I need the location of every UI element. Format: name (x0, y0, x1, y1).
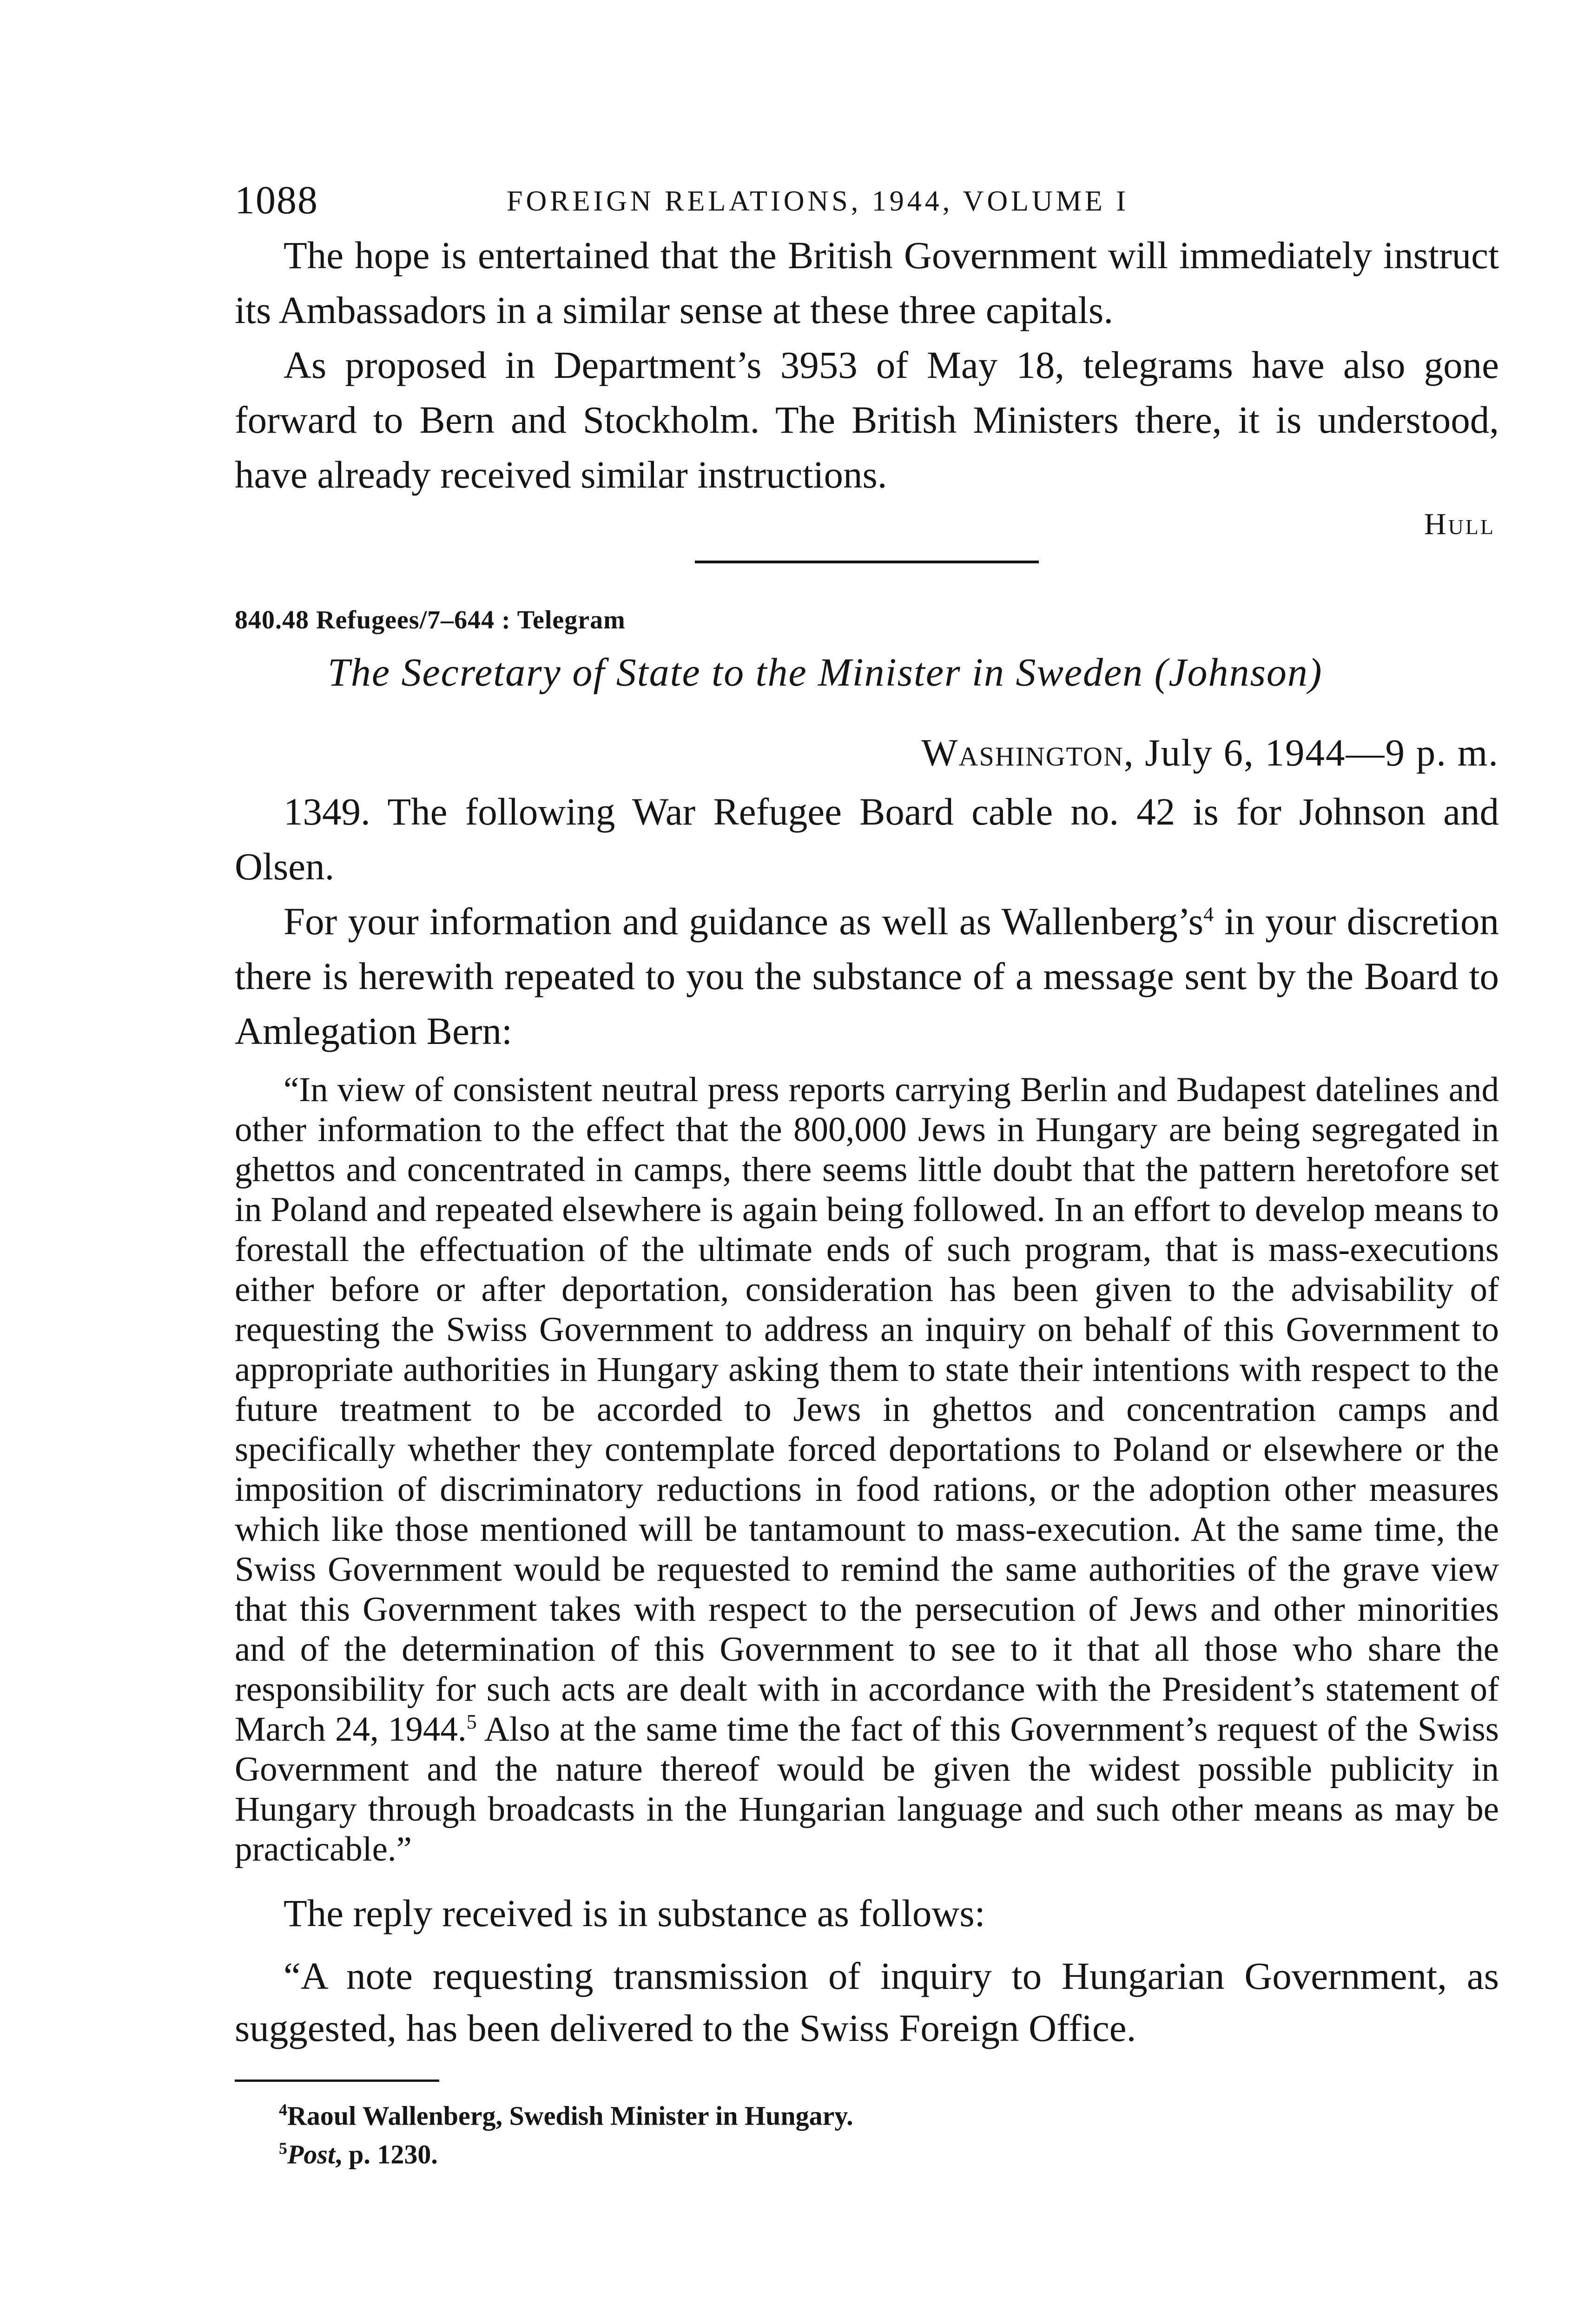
reply-intro: The reply received is in substance as follows: (284, 1892, 985, 1934)
footnote-5-text: , p. 1230. (335, 2139, 438, 2170)
quoted-message-end: Also at the same time the fact of this Government’s request of the Swiss Government and the nature thereof would be given the widest possible publicity in Hungary through broadcasts in the Hungarian language and such other means as may be practicable.” (235, 1710, 1499, 1868)
continuation-paragraph-2: As proposed in Department’s 3953 of May 18, telegrams have also gone forward to Bern and Stockholm. The British Ministers there, it is understood, have already received similar instructions. (235, 343, 1499, 496)
document-page (235, 177, 1499, 2171)
continuation-paragraph-1: The hope is entertained that the British Government will immediately instruct its Ambassadors in a similar sense at these three capitals. (235, 234, 1499, 331)
running-head (235, 177, 1499, 228)
dateline-place: Washington (921, 731, 1124, 774)
signature: Hull (1424, 507, 1495, 541)
footnote-5-mark: 5 (279, 2139, 287, 2158)
footnote-5-italic: Post (287, 2139, 336, 2170)
dateline (235, 730, 1499, 775)
section-divider (695, 561, 1039, 563)
running-title: FOREIGN RELATIONS, 1944, VOLUME I (507, 185, 1129, 217)
footnote-4 (279, 2093, 1499, 2132)
footnote-ref-5: 5 (466, 1710, 477, 1733)
telegram-paragraph-1: 1349. The following War Refugee Board cable no. 42 is for Johnson and Olsen. (235, 790, 1499, 888)
telegram-paragraph-2 (235, 894, 1499, 1058)
footnote-4-text: Raoul Wallenberg, Swedish Minister in Hungary. (287, 2100, 853, 2131)
footnote-4-mark: 4 (279, 2100, 287, 2119)
footnote-divider (235, 2080, 439, 2082)
footnote-5 (279, 2132, 1499, 2171)
quoted-message (235, 1070, 1499, 1869)
document-heading: The Secretary of State to the Minister in Sweden (Johnson) (328, 650, 1323, 694)
page-number: 1088 (235, 178, 318, 222)
telegram-paragraph-2-end: in your discretion there is herewith repeated to you the substance of a message sent by the Board to Amlegation Bern: (235, 900, 1499, 1052)
reply-quote: “A note requesting transmission of inquiry to Hungarian Government, as suggested, has been delivered to the Swiss Foreign Office. (235, 1954, 1499, 2049)
telegram-paragraph-2-start: For your information and guidance as well as Wallenberg’s (284, 900, 1204, 943)
footnote-ref-4: 4 (1203, 903, 1214, 926)
file-reference: 840.48 Refugees/7–644 : Telegram (235, 606, 626, 634)
quoted-message-start: “In view of consistent neutral press reports carrying Berlin and Budapest datelines and other information to the effect that the 800,000 Jews in Hungary are being segregated in ghettos and concentrated in camps, there seems little doubt that the pattern heretofore set in Poland and repeated elsewhere is again being followed. In an effort to develop means to forestall the effectuation of the ultimate ends of such program, that is mass-executions either before or after deportation, consideration has been given to the advisability of requesting the Swiss Government to address an inquiry on behalf of this Government to appropriate authorities in Hungary asking them to state their intentions with respect to the future treatment to be accorded to Jews in ghettos and concentration camps and specifically whether they contemplate forced deportations to Poland or elsewhere or the imposition of discriminatory reductions in food rations, or the adoption other measures which like those mentioned will be tantamount to mass-execution. At the same time, the Swiss Government would be requested to remind the same authorities of the grave view that this Government takes with respect to the persecution of Jews and other minorities and of the determination of this Government to see to it that all those who share the responsibility for such acts are dealt with in accordance with the President’s statement of March 24, 1944. (235, 1070, 1499, 1749)
dateline-time: , July 6, 1944—9 p. m. (1123, 731, 1499, 774)
